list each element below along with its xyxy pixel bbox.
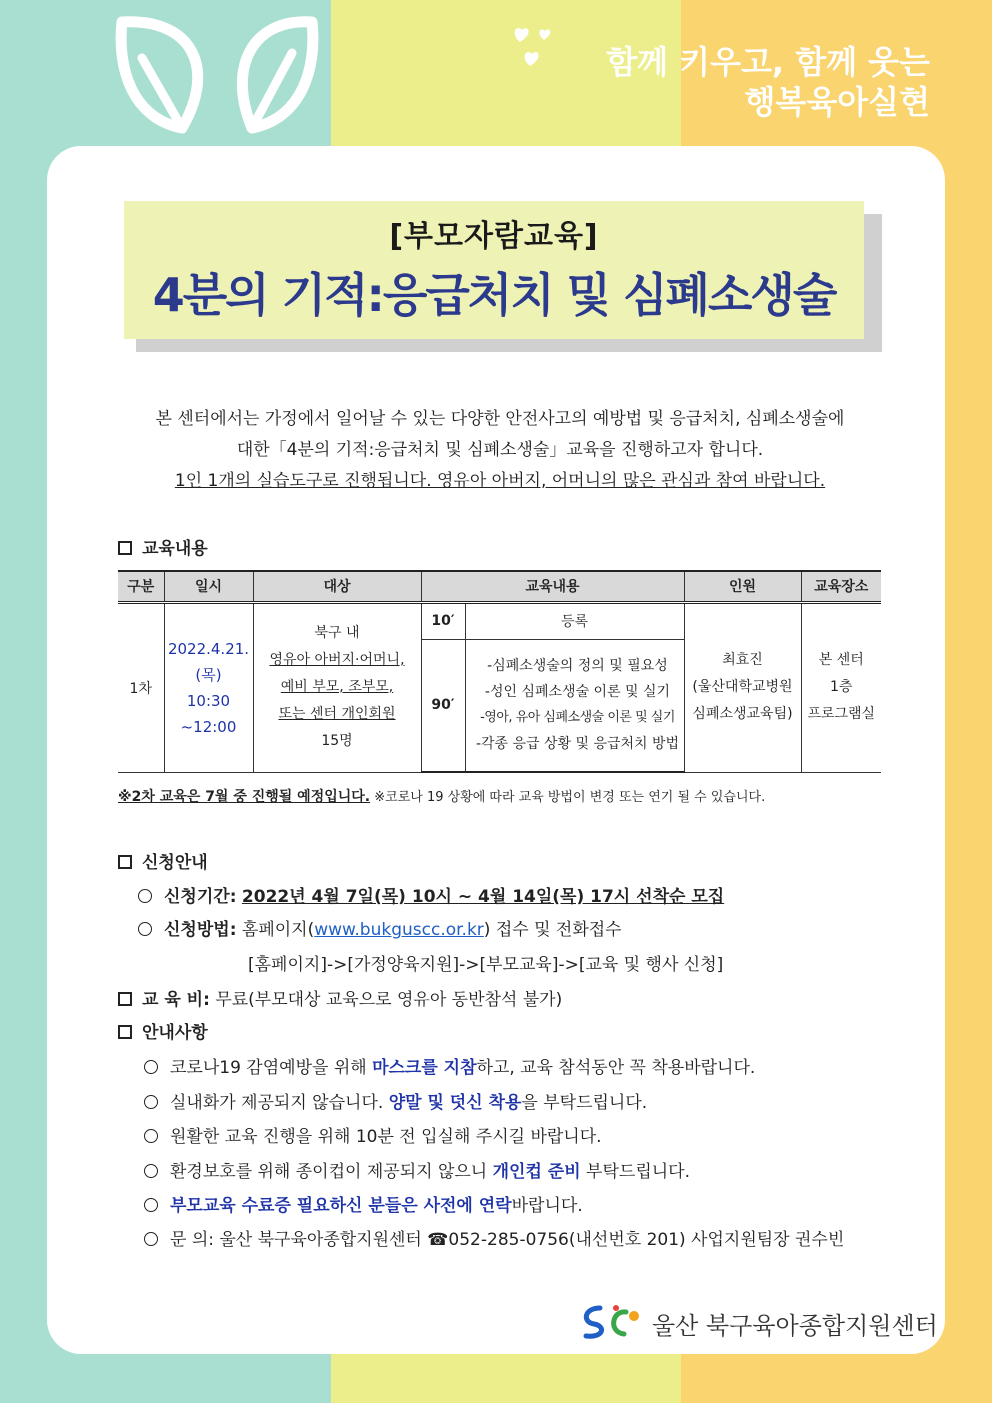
content-item: -성인 심폐소생술 이론 및 실기	[484, 684, 671, 701]
content-item: -영아, 유아 심폐소생술 이론 및 실기	[480, 710, 675, 726]
checkbox-square-icon	[118, 541, 132, 555]
instructor-line: 심폐소생교육팀)	[692, 706, 793, 722]
header-date: 일시	[164, 571, 253, 602]
note-bold: ※2차 교육은 7월 중 진행될 예정입니다.	[118, 789, 371, 805]
cell-target	[253, 602, 421, 772]
time-start: 10:30	[186, 691, 231, 710]
target-line: 북구 내	[314, 625, 360, 641]
header-round: 구분	[118, 571, 164, 602]
notice-item	[144, 1157, 690, 1182]
circle-bullet-icon	[144, 1060, 158, 1074]
cell-content-list	[465, 639, 684, 772]
notice-text: 환경보호를 위해 종이컵이 제공되지 않으니	[170, 1162, 493, 1182]
period-value: 2022년 4월 7일(목) 10시 ~ 4월 14일(목) 17시 선착순 모집	[241, 887, 725, 907]
target-line: 또는 센터 개인회원	[278, 706, 396, 722]
circle-bullet-icon	[144, 1198, 158, 1212]
method-label: 신청방법:	[164, 920, 237, 940]
homepage-link[interactable]: www.bukguscc.or.kr	[314, 920, 484, 940]
notice-item	[144, 1191, 583, 1216]
intro-line2: 대한「4분의 기적:응급처치 및 심폐소생술」교육을 진행하고자 합니다.	[236, 440, 764, 460]
time-end: ~12:00	[180, 717, 237, 736]
notice-text: 부탁드립니다.	[580, 1162, 690, 1182]
day-value: (목)	[195, 665, 222, 684]
header-place: 교육장소	[801, 571, 881, 602]
section-education-heading	[118, 534, 208, 559]
header-target: 대상	[253, 571, 421, 602]
intro-text	[100, 404, 900, 497]
fee-label: 교 육 비:	[142, 990, 210, 1010]
period-label: 신청기간:	[164, 887, 237, 907]
target-line: 15명	[321, 733, 353, 749]
table-header-row	[118, 571, 881, 602]
fee-value: 무료(부모대상 교육으로 영유아 동반참석 불가)	[215, 990, 563, 1010]
circle-bullet-icon	[138, 922, 152, 936]
cell-instructor	[684, 602, 801, 772]
title-box	[124, 201, 864, 339]
notice-emphasis: 부모교육 수료증 필요하신 분들은 사전에 연락	[170, 1196, 512, 1216]
checkbox-square-icon	[118, 855, 132, 869]
notice-emphasis: 개인컵 준비	[492, 1162, 581, 1182]
notice-item	[144, 1088, 647, 1113]
section-apply-heading	[118, 848, 208, 873]
method-pre: 홈페이지(	[241, 920, 315, 940]
notice-text: 하고, 교육 참석동안 꼭 착용바랍니다.	[476, 1058, 756, 1078]
cell-duration: 10′	[421, 602, 465, 639]
instructor-line: (울산대학교병원	[692, 679, 793, 695]
hearts-icon	[508, 22, 568, 72]
header-instructor: 인원	[684, 571, 801, 602]
circle-bullet-icon	[138, 889, 152, 903]
circle-bullet-icon	[144, 1232, 158, 1246]
notice-emphasis: 마스크를 지참	[372, 1058, 477, 1078]
notice-text: 코로나19 감염예방을 위해	[170, 1058, 373, 1078]
section-notice-heading	[118, 1018, 208, 1043]
instructor-line: 최효진	[722, 652, 763, 668]
notice-text: 실내화가 제공되지 않습니다.	[170, 1093, 389, 1113]
circle-bullet-icon	[144, 1164, 158, 1178]
intro-line3: 1인 1개의 실습도구로 진행됩니다. 영유아 아버지, 어머니의 많은 관심과 참여 바랍니다.	[174, 471, 826, 491]
place-line: 프로그램실	[807, 706, 876, 722]
title-category: [부모자람교육]	[389, 219, 599, 254]
target-line: 예비 부모, 조부모,	[280, 679, 394, 695]
footer-org-name: 울산 북구육아종합지원센터	[652, 1312, 938, 1340]
header-content: 교육내용	[421, 571, 684, 602]
slogan-line2: 행복육아실현	[744, 83, 930, 121]
center-logo-icon	[580, 1302, 646, 1342]
section-title: 신청안내	[142, 853, 208, 873]
slogan	[606, 42, 930, 122]
page-title: 4분의 기적:응급처치 및 심폐소생술	[152, 268, 836, 322]
date-value: 2022.4.21.	[167, 639, 250, 658]
circle-bullet-icon	[144, 1129, 158, 1143]
cell-item: 등록	[465, 602, 684, 639]
schedule-note	[118, 786, 765, 806]
content-item: -심폐소생술의 정의 및 필요성	[487, 658, 668, 675]
section-title: 교육내용	[142, 539, 208, 559]
notice-text: 을 부탁드립니다.	[521, 1093, 648, 1113]
circle-bullet-icon	[144, 1095, 158, 1109]
target-line: 영유아 아버지·어머니,	[269, 652, 405, 668]
notice-text: 바랍니다.	[511, 1196, 583, 1216]
place-line: 1층	[830, 679, 853, 695]
checkbox-square-icon	[118, 992, 132, 1006]
cell-date	[164, 602, 253, 772]
notice-item	[144, 1053, 755, 1078]
note-rest: ※코로나 19 상황에 따라 교육 방법이 변경 또는 연기 될 수 있습니다.	[370, 790, 766, 805]
table-row	[118, 602, 881, 639]
method-post: ) 접수 및 전화접수	[483, 920, 622, 940]
section-title: 안내사항	[142, 1023, 208, 1043]
content-item: -각종 응급 상황 및 응급처치 방법	[475, 736, 680, 753]
notice-text: 원활한 교육 진행을 위해 10분 전 입실해 주시길 바랍니다.	[170, 1127, 602, 1147]
notice-emphasis: 양말 및 덧신 착용	[388, 1093, 522, 1113]
notice-text: 문 의: 울산 북구육아종합지원센터 ☎052-285-0756(내선번호 201) 사업지원팀장 권수빈	[170, 1230, 845, 1250]
checkbox-square-icon	[118, 1025, 132, 1039]
notice-item	[144, 1122, 602, 1147]
cell-duration: 90′	[421, 639, 465, 772]
apply-period	[138, 882, 724, 907]
education-table	[118, 570, 881, 773]
leaf-icon	[112, 8, 322, 140]
apply-path: [홈페이지]->[가정양육지원]->[부모교육]->[교육 및 행사 신청]	[248, 955, 724, 975]
cell-round: 1차	[118, 602, 164, 772]
slogan-line1: 함께 키우고, 함께 웃는	[606, 43, 930, 81]
cell-place	[801, 602, 881, 772]
apply-method	[138, 915, 622, 940]
fee-line	[118, 985, 562, 1010]
place-line: 본 센터	[818, 652, 864, 668]
intro-line1: 본 센터에서는 가정에서 일어날 수 있는 다양한 안전사고의 예방법 및 응급처치, 심폐소생술에	[155, 409, 845, 429]
notice-item	[144, 1225, 844, 1250]
